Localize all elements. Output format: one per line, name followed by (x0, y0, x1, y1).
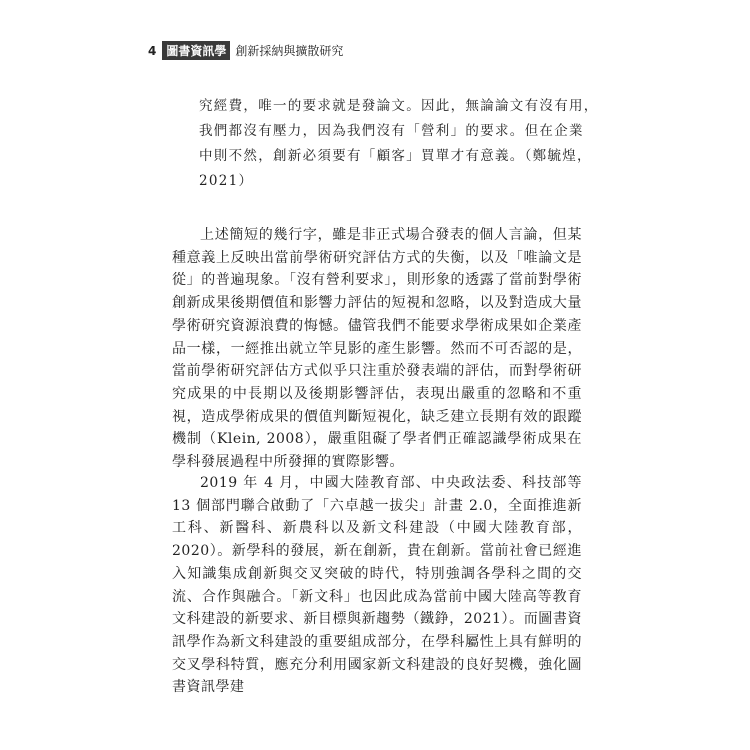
quote-line: 中則不然，創新必須要有「顧客」買單才有意義。（鄭毓煌， (199, 148, 592, 164)
chapter-title: 創新採納與擴散研究 (235, 44, 344, 58)
page-number: 4 (148, 43, 157, 58)
block-quote (199, 94, 599, 194)
body-paragraph: 2019 年 4 月，中國大陸教育部、中央政法委、科技部等 13 個部門聯合啟動了「六卓越一拔尖」計畫 2.0，全面推進新工科、新醫科、新農科以及新文科建設（中國大陸教育部，2020）。新學科的發展，新在創新，貴在創新。當前社會已經進入知識集成創新與交叉突破的時代，特別強調各學科之間的交流、合作與融合。「新文科」也因此成為當前中國大陸高等教育文科建設的新要求、新目標與新趨勢（鐵錚，2021）。而圖書資訊學作為新文科建設的重要組成部分，在學科屬性上具有鮮明的交叉學科特質，應充分利用國家新文科建設的良好契機，強化圖書資訊學建 (172, 475, 582, 696)
book-title-badge: 圖書資訊學 (162, 41, 230, 60)
running-header (148, 41, 343, 60)
quote-line: 我們都沒有壓力，因為我們沒有「營利」的要求。但在企業 (199, 123, 584, 139)
quote-line: 2021） (199, 173, 254, 189)
body-paragraph: 上述簡短的幾行字，雖是非正式場合發表的個人言論，但某種意義上反映出當前學術研究評估方式的失衡，以及「唯論文是從」的普遍現象。「沒有營利要求」，則形象的透露了當前對學術創新成果後期價值和影響力評估的短視和忽略，以及對造成大量學術研究資源浪費的悔憾。儘管我們不能要求學術成果如企業產品一樣，一經推出就立竿見影的產生影響。然而不可否認的是，當前學術研究評估方式似乎只注重於發表端的評估，而對學術研究成果的中長期以及後期影響評估，表現出嚴重的忽略和不重視，造成學術成果的價值判斷短視化，缺乏建立長期有效的跟蹤機制（Klein, 2008），嚴重阻礙了學者們正確認識學術成果在學科發展過程中所發揮的實際影響。 (172, 227, 582, 471)
quote-line: 究經費，唯一的要求就是發論文。因此，無論論文有沒有用， (199, 98, 599, 114)
